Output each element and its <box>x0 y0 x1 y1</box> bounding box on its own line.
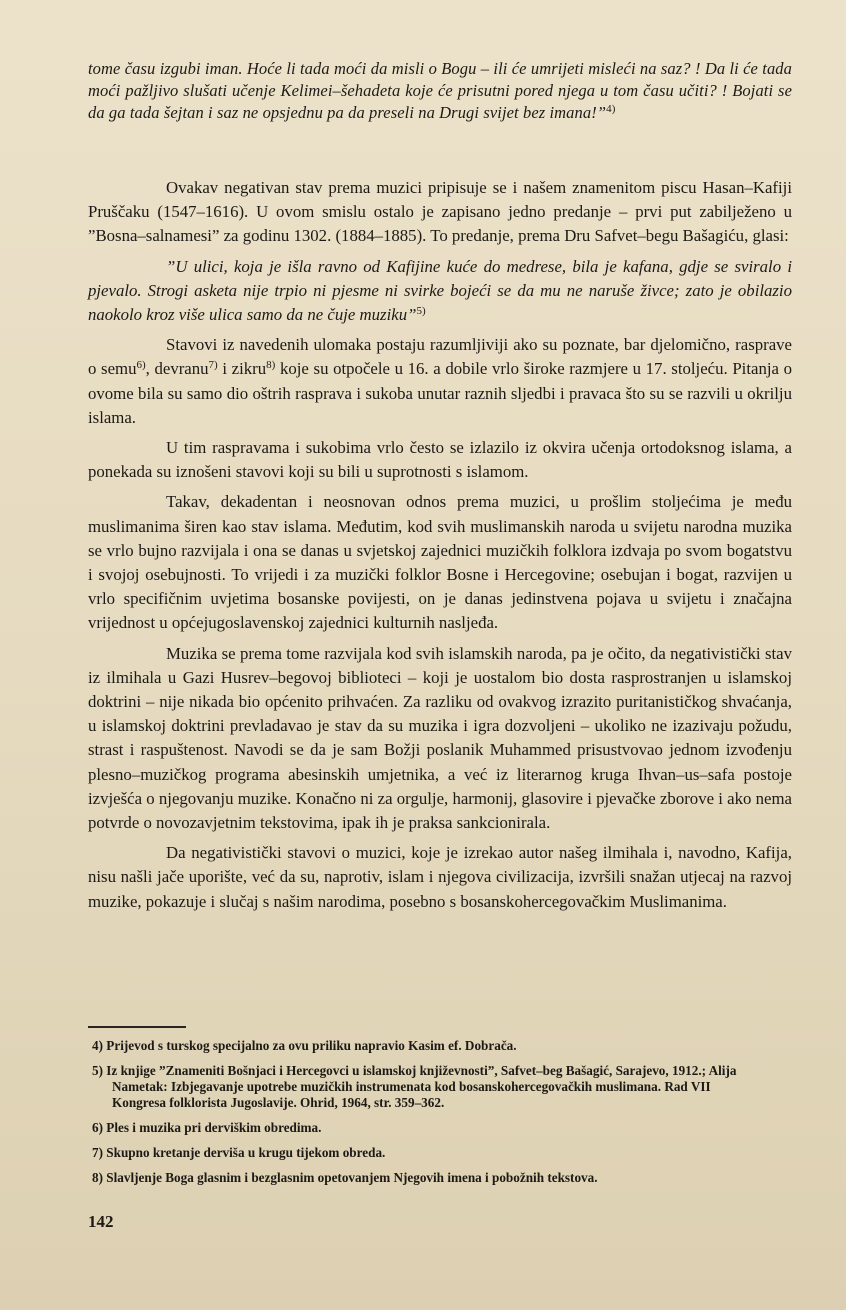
paragraph-5: Takav, dekadentan i neosnovan odnos prema muzici, u prošlim stoljećima je među muslimanima širen kao stav islama. Međutim, kod svih muslimanskih naroda u svijetu narodna muzika se vrlo bujno razvijala i ona se danas u svjetskoj zajednici muzičkih folklora izdvaja po svom bogatstvu i svojoj osebujnosti. To vrijedi i za muzički folklor Bosne i Hercegovine; osebujan i bogat, razvijen u vrlo specifičnim uvjetima bosanske povijesti, on je danas jedinstvena pojava u svijetu i značajna vrijednost u općejugoslavenskoj zajednici kulturnih nasljeđa. <box>88 492 792 633</box>
footnote-5: 5) Iz knjige ”Znameniti Bošnjaci i Hercegovci u islamskoj književnosti”, Safvet–beg Bašagić, Sarajevo, 1912.; Alija Nametak: Izbjegavanje upotrebe muzičkih instrumenata kod bosanskohercegovačkih muslimana. Rad VII Kongresa folklorista Jugoslavije. Ohrid, 1964, str. 359–362. <box>92 1063 737 1110</box>
footnote-ref-5: 5) <box>416 305 426 318</box>
page-number: 142 <box>88 1212 114 1231</box>
paragraph-1: Ovakav negativan stav prema muzici pripisuje se i našem znamenitom piscu Hasan–Kafiji Pruščaku (1547–1616). U ovom smislu ostalo je zapisano jedno predanje – prvi put zabilježeno u ”Bosna–salnamesi” za godinu 1302. (1884–1885). To predanje, prema Dru Safvet–begu Bašagiću, glasi: <box>88 178 792 246</box>
top-quote <box>88 58 792 124</box>
paragraph-4: U tim raspravama i sukobima vrlo često se izlazilo iz okvira učenja ortodoksnog islama, a ponekada su iznošeni stavovi koji su bili u suprotnosti s islamom. <box>88 438 792 482</box>
paragraph-3-part2: , devranu <box>145 359 209 379</box>
footnote-4: 4) Prijevod s turskog specijalno za ovu priliku napravio Kasim ef. Dobrača. <box>92 1038 517 1053</box>
main-text <box>88 176 792 920</box>
footnotes <box>92 1038 742 1195</box>
footnote-ref-6: 6) <box>136 359 146 372</box>
paragraph-7: Da negativistički stavovi o muzici, koje je izrekao autor našeg ilmihala i, navodno, Kafija, nisu našli jače uporište, već da su, naprotiv, islam i njegova civilizacija, izvršili snažan utjecaj na razvoj muzike, pokazuje i slučaj s našim narodima, posebno s bosanskohercegovačkim Muslimanima. <box>88 843 792 911</box>
footnote-ref-7: 7) <box>208 359 218 372</box>
footnote-8: 8) Slavljenje Boga glasnim i bezglasnim opetovanjem Njegovih imena i pobožnih tekstova. <box>92 1170 598 1185</box>
paragraph-3-part4: koje su otpočele u 16. a dobile vrlo široke razmjere u 17. stoljeću. Pitanja o ovome bila su samo dio oštrih rasprava i sukoba unutar raznih sljedbi i pravaca što su se razvili u okrilju islama. <box>88 359 792 427</box>
footnote-divider <box>88 1026 186 1028</box>
paragraph-3 <box>88 333 792 430</box>
footnote-7: 7) Skupno kretanje derviša u krugu tijekom obreda. <box>92 1145 386 1160</box>
footnote-ref-8: 8) <box>266 359 276 372</box>
paragraph-6: Muzika se prema tome razvijala kod svih islamskih naroda, pa je očito, da negativistički stav iz ilmihala u Gazi Husrev–begovoj biblioteci – koji je uostalom bio dosta rasprostranjen u islamskoj doktrini – nije nikada bio općenito prihvaćen. Za razliku od ovakvog izrazito puritanističkog shvaćanja, u islamskoj doktrini prevladavao je stav da su muzika i igra dozvoljeni – ukoliko ne izazivaju požudu, strast i raspuštenost. Navodi se da je sam Božji poslanik Muhammed prisustvovao jednom izvođenju plesno–muzičkog programa abesinskih umjetnika, a već iz literarnog kruga Ihvan–us–safa postoje izvješća o njegovanju muzike. Konačno ni za orgulje, harmonij, glasovire i pjevačke zborove i ako nema potvrde o novozavjetnim tekstovima, ipak ih je praksa sankcionirala. <box>88 643 792 833</box>
paragraph-3-part1: Stavovi iz navedenih ulomaka postaju razumljiviji ako su poznate, bar djelomično, rasprave o semu <box>88 335 792 379</box>
footnote-ref-4: 4) <box>606 103 616 115</box>
top-quote-text: tome času izgubi iman. Hoće li tada moći da misli o Bogu – ili će umrijeti misleći na saz? ! Da li će tada moći pažljivo slušati učenje Kelimei–šehadeta koje će prisutni pored njega u tom času učiti? ! Bojati se da ga tada šejtan i saz ne opsjednu pa da preseli na Drugi svijet bez imana!” <box>88 59 792 122</box>
paragraph-3-part3: i zikru <box>217 359 267 379</box>
footnote-6: 6) Ples i muzika pri derviškim obredima. <box>92 1120 322 1135</box>
quoted-tradition <box>88 255 792 328</box>
quoted-tradition-text: ”U ulici, koja je išla ravno od Kafijine kuće do medrese, bila je kafana, gdje se sviralo i pjevalo. Strogi asketa nije trpio ni pjesme ni svirke bojeći se da mu ne naruše živce; zato je obilazio naokolo kroz više ulica samo da ne čuje muziku” <box>88 256 792 325</box>
